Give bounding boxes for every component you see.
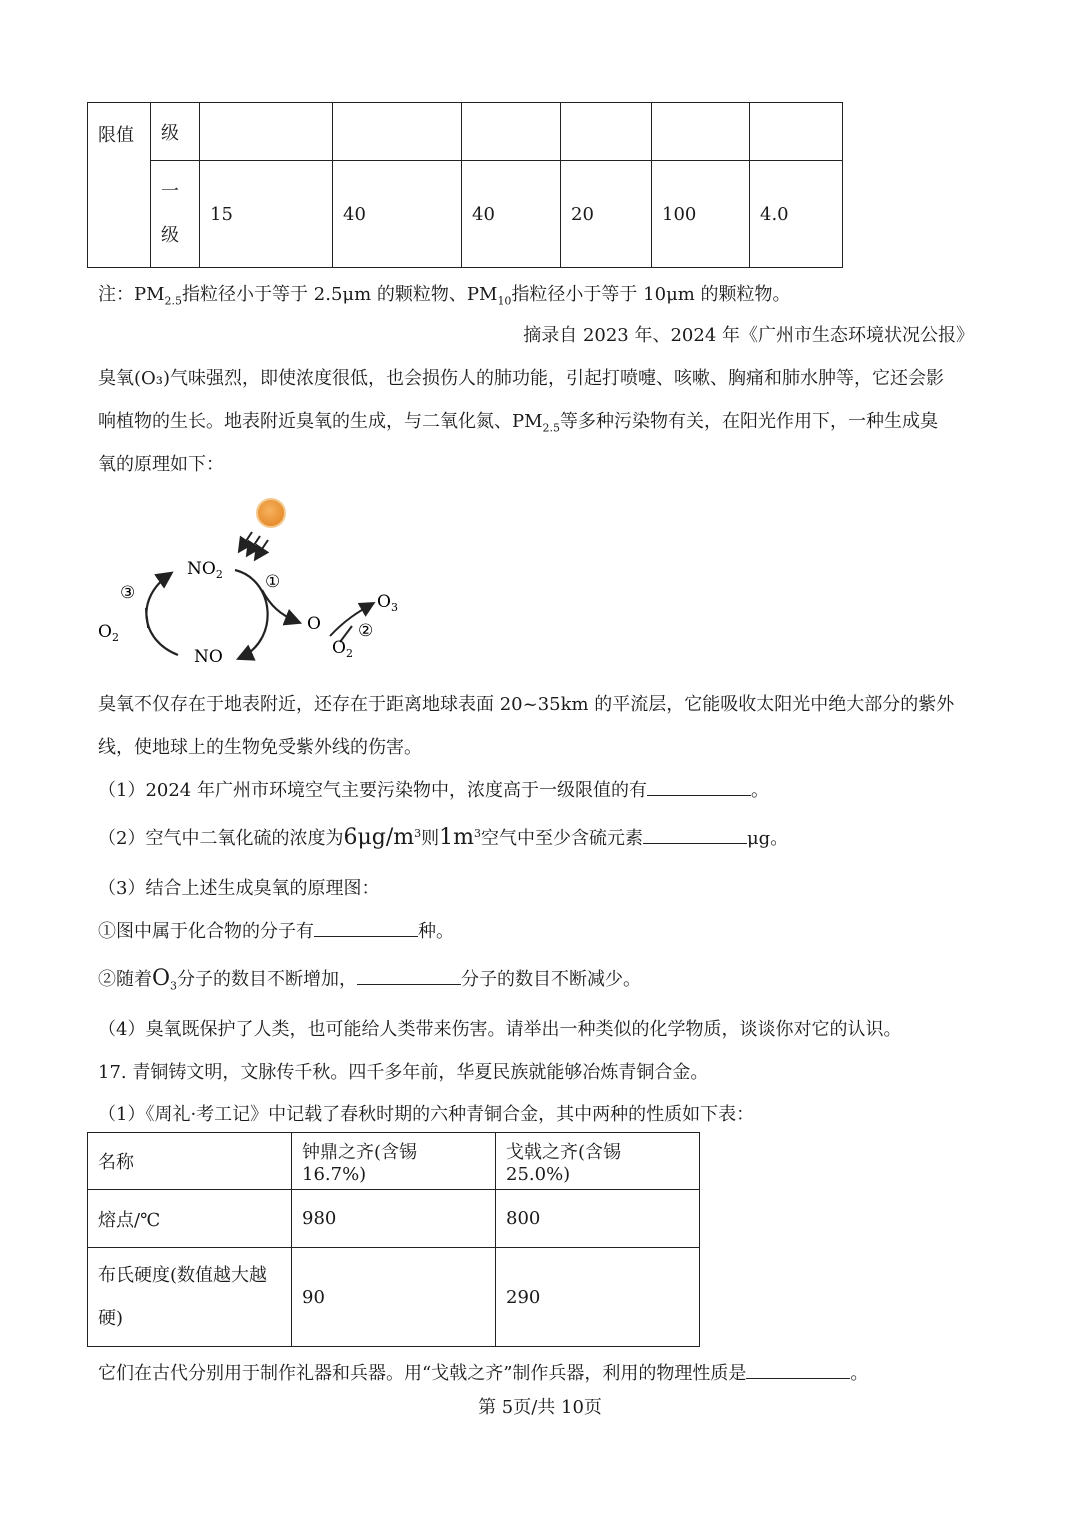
ozone-diagram	[90, 490, 420, 680]
step3-label: ③	[120, 583, 136, 603]
limit-value: 100	[652, 161, 750, 268]
answer-blank[interactable]	[357, 966, 461, 985]
note: 注：$PM_{2.5}$指粒径小于等于 2.5μm 的颗粒物、$PM_{10}$指粒径小于等于 10μm 的颗粒物。	[98, 284, 791, 308]
arrow-no-to-no2	[146, 574, 178, 655]
table-cell: 熔点/℃	[88, 1190, 292, 1248]
source: 摘录自 2023 年、2024 年《广州市生态环境状况公报》	[523, 325, 974, 346]
bronze-table	[87, 1132, 700, 1347]
step1-label: ①	[265, 572, 281, 592]
answer-blank[interactable]	[647, 777, 751, 796]
answer-blank[interactable]	[746, 1360, 850, 1379]
table-header: 名称	[88, 1133, 292, 1190]
limit-value: 40	[333, 161, 462, 268]
strat-para-line2: 线，使地球上的生物免受紫外线的伤害。	[98, 737, 422, 758]
question-3-1: ①图中属于化合物的分子有 种。	[98, 917, 454, 943]
limit-label: 限值	[88, 103, 151, 268]
answer-blank[interactable]	[643, 825, 747, 844]
table-cell: 布氏硬度(数值越大越 硬)	[88, 1248, 292, 1347]
table-cell: 800	[496, 1190, 700, 1248]
table-header: 戈戟之齐(含锡 25.0%)	[496, 1133, 700, 1190]
table-header: 钟鼎之齐(含锡 16.7%)	[292, 1133, 496, 1190]
question-1: （1）2024 年广州市环境空气主要污染物中，浓度高于一级限值的有 。	[98, 776, 769, 802]
limit-value: 4.0	[750, 161, 843, 268]
sunlight-arrows	[240, 532, 268, 558]
question-3-2: ②随着$O_3$分子的数目不断增加， 分子的数目不断减少。	[98, 966, 642, 993]
o2-right-label: $O_2$	[332, 638, 353, 660]
table-cell: 90	[292, 1248, 496, 1347]
question-17-1: （1）《周礼·考工记》中记载了春秋时期的六种青铜合金，其中两种的性质如下表：	[98, 1104, 755, 1125]
o-label: O	[307, 614, 321, 634]
o2-left-label: $O_2$	[98, 622, 119, 644]
grade-header: 级	[151, 103, 200, 161]
ozone-para-line3: 氧的原理如下：	[98, 454, 224, 475]
page-footer: 第 5页/共 10页	[478, 1397, 602, 1418]
table-cell: 980	[292, 1190, 496, 1248]
no2-label: $NO_2$	[187, 559, 223, 581]
arrow-o2-merge	[146, 608, 148, 628]
no-label: NO	[194, 647, 223, 667]
limit-value: 15	[200, 161, 333, 268]
limit-value: 20	[561, 161, 652, 268]
ozone-para-line2: 响植物的生长。地表附近臭氧的生成，与二氧化氮、$PM_{2.5}$等多种污染物有关，在阳光作用下，一种生成臭	[98, 411, 939, 435]
ozone-para-line1: 臭氧(O₃)气味强烈，即使浓度很低，也会损伤人的肺功能，引起打喷嚏、咳嗽、胸痛和肺水肿等，它还会影	[98, 368, 945, 389]
answer-blank[interactable]	[314, 918, 418, 937]
limit-table	[87, 102, 843, 268]
question-3-intro: （3）结合上述生成臭氧的原理图：	[98, 878, 380, 899]
step2-label: ②	[358, 621, 374, 641]
o3-label: $O_3$	[377, 592, 398, 614]
table-cell: 290	[496, 1248, 700, 1347]
limit-value: 40	[462, 161, 561, 268]
question-2: （2）空气中二氧化硫的浓度为$6\mu g/m^3$则$1m^3$空气中至少含硫元素 μg。	[98, 825, 789, 850]
arrow-no2-to-no	[235, 570, 268, 658]
question-17: 17. 青铜铸文明，文脉传千秋。四千多年前，华夏民族就能够冶炼青铜合金。	[98, 1062, 709, 1083]
grade-one: 一 级	[151, 161, 200, 268]
sun-icon	[257, 499, 285, 527]
final-question: 它们在古代分别用于制作礼器和兵器。用“戈戟之齐”制作兵器，利用的物理性质是 。	[98, 1359, 868, 1385]
strat-para-line1: 臭氧不仅存在于地表附近，还存在于距离地球表面 20~35km 的平流层，它能吸收太阳光中绝大部分的紫外	[98, 694, 955, 715]
question-4: （4）臭氧既保护了人类，也可能给人类带来伤害。请举出一种类似的化学物质，谈谈你对它的认识。	[98, 1019, 902, 1040]
